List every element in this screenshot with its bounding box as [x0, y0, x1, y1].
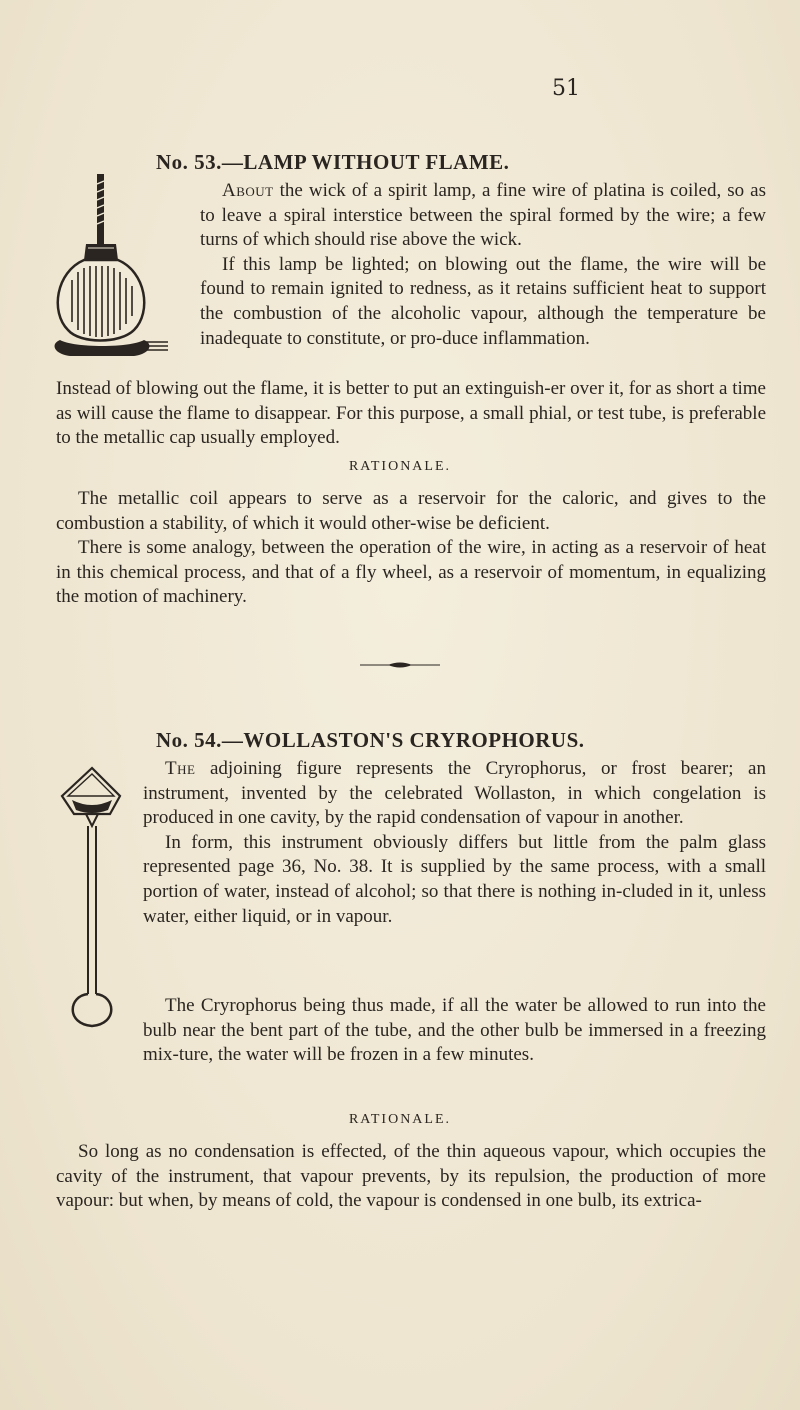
- rationale-paragraph-2: There is some analogy, between the operation of the wire, in acting as a reservoir of heat in this chemical process, and that of a fly wheel, as a reservoir of momentum, in equalizing the motion of machinery.: [56, 537, 766, 608]
- section-divider-ornament: [360, 660, 440, 670]
- cryrophorus-paragraph-2: In form, this instrument obviously differs but little from the palm glass represented page 36, No. 38. It is supplied by the same process, with a small portion of water, instead of alcohol; so that there is nothing in-cluded in it, unless water, either liquid, or in vapour.: [143, 831, 766, 927]
- rationale-paragraph-1: The metallic coil appears to serve as a reservoir for the caloric, and gives to the combustion a stability, of which it would other-wise be deficient.: [56, 488, 766, 534]
- drop-word: About: [222, 180, 274, 201]
- lamp-paragraph-2: If this lamp be lighted; on blowing out the flame, the wire will be found to remain ignited to redness, as it retains sufficient heat to support the combustion of the alcoholic vapour, although the temperature be inadequate to constitute, or pro-duce inflammation.: [200, 253, 766, 349]
- lamp-rationale-text: [56, 487, 766, 610]
- rationale-paragraph-3: So long as no condensation is effected, of the thin aqueous vapour, which occupies the cavity of the instrument, that vapour prevents, by its repulsion, the production of more vapour: but when, by means of cold, the vapour is condensed in one bulb, its extrica-: [56, 1141, 766, 1212]
- page-number: 51: [552, 76, 580, 101]
- rationale-heading-2: RATIONALE.: [348, 1112, 452, 1127]
- cryrophorus-paragraph-1: The adjoining figure represents the Cryrophorus, or frost bearer; an instrument, invented by the celebrated Wollaston, in which congelation is produced in one cavity, by the rapid condensation of vapour in another.: [143, 758, 766, 829]
- section-heading-cryrophorus: No. 54.—WOLLASTON'S CRYROPHORUS.: [156, 728, 585, 752]
- lamp-intro-text: [200, 179, 766, 351]
- lamp-paragraph-3: Instead of blowing out the flame, it is better to put an extinguish-er over it, for as short a time as will cause the flame to disappear. For this purpose, a small phial, or test tube, is preferable to the metallic cap usually employed.: [56, 378, 766, 449]
- drop-word-2: The: [165, 758, 196, 779]
- cryrophorus-paragraph-3: The Cryrophorus being thus made, if all the water be allowed to run into the bulb near the bent part of the tube, and the other bulb be immersed in a freezing mix-ture, the water will be frozen in a few minutes.: [143, 995, 766, 1066]
- section-heading-lamp: No. 53.—LAMP WITHOUT FLAME.: [156, 150, 510, 174]
- lamp-paragraph-1: About the wick of a spirit lamp, a fine wire of platina is coiled, so as to leave a spiral interstice between the spiral formed by the wire; a few turns of which should rise above the wick.: [200, 180, 766, 251]
- rationale-heading-1: RATIONALE.: [348, 459, 452, 474]
- lamp-illustration: [50, 172, 210, 362]
- cryrophorus-rationale-text: [56, 1140, 766, 1214]
- cryrophorus-intro-text: [143, 757, 766, 929]
- cryrophorus-illustration: [58, 762, 128, 1032]
